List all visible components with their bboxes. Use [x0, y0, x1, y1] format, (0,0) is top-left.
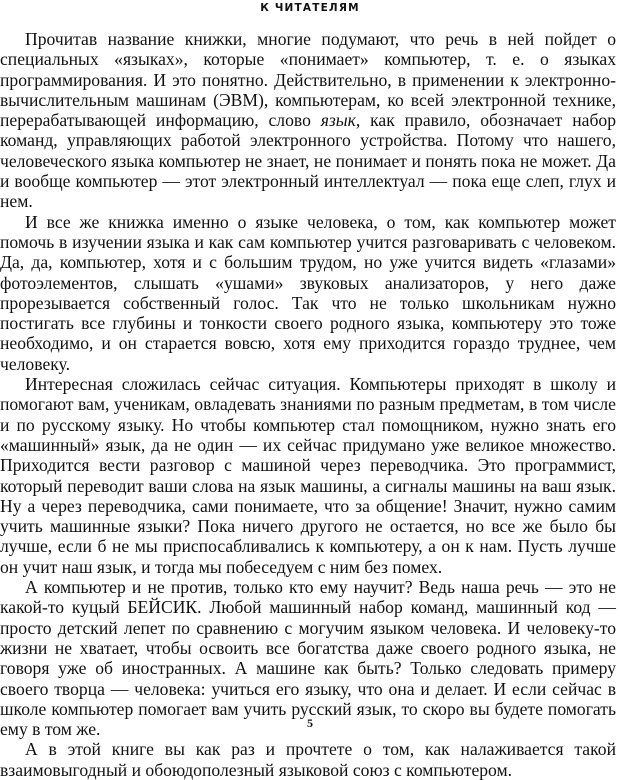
italic-word: язык [320, 110, 356, 131]
text-segment: А компьютер и не против, только кто ему научит? Ведь наша речь — это не какой-то куцый БЕЙСИК. Любой машинный набор команд, машинный код — просто детский лепет по сравнению с могучим языком человека. И человеку-то жизни не хватает, чтобы освоить все богатства даже своего родного языка, не говоря уже об иностранных. А машине как быть? Только следовать примеру своего творца — человека: учиться его языку, что она и делает. И если сейчас в школе компьютер помогает вам учить русский язык, то скоро вы будете помогать ему в том же. [0, 577, 616, 740]
page-heading: К ЧИТАТЕЛЯМ [260, 2, 360, 14]
text-segment: , как правило, обозначает набор команд, управляющих работой электронного устройства. Потому что нашего, человеческого языка компьютер не знает, не понимает и понять пока не может. Да и вообще компьютер — этот электронный интеллектуал — пока еще слеп, глух и нем. [0, 110, 616, 212]
paragraph [0, 212, 616, 374]
paragraph [0, 29, 616, 212]
body-text [0, 29, 616, 780]
text-segment: Прочитав название книжки, многие подумают, что речь в ней пойдет о специальных «языках», которые «понимает» компьютер, т. е. о языках программирования. И это понятно. Действительно, в применении к электронно-вычислительным машинам (ЭВМ), компьютерам, ко всей электронной технике, перерабатывающей информацию, слово [0, 29, 616, 131]
text-segment: Интересная сложилась сейчас ситуация. Компьютеры приходят в школу и помогают вам, ученикам, овладевать знаниями по разным предметам, в том числе и по русскому языку. Но чтобы компьютер стал помощником, нужно знать его «машинный» язык, да не один — их сейчас придумано уже великое множество. Приходится вести разговор с машиной через переводчика. Это программист, который переводит ваши слова на язык машины, а сигналы машины на ваш язык. Ну а через переводчика, сами понимаете, что за общение! Значит, нужно самим учить машинные языки? Пока ничего другого не остается, но все же было бы лучше, если б не мы приспосабливались к компьютеру, а он к нам. Пусть лучше он учит наш язык, и тогда мы побеседуем с ним без помех. [0, 374, 616, 577]
paragraph [0, 739, 616, 780]
page-number: 5 [307, 716, 313, 730]
paragraph [0, 374, 616, 577]
text-segment: И все же книжка именно о языке человека, о том, как компьютер может помочь в изучении языка и как сам компьютер учится разговаривать с человеком. Да, да, компьютер, хотя и с большим трудом, но уже учится видеть «глазами» фотоэлементов, слышать «ушами» звуковых анализаторов, у него даже прорезывается собственный голос. Так что не только школьникам нужно постигать все глубины и тонкости своего родного языка, компьютеру это тоже необходимо, и он старается вовсю, хотя ему приходится гораздо труднее, чем человеку. [0, 211, 616, 374]
text-segment: А в этой книге вы как раз и прочтете о том, как налаживается такой взаимовыгодный и обоюдополезный языковой союз с компьютером. [0, 739, 616, 780]
